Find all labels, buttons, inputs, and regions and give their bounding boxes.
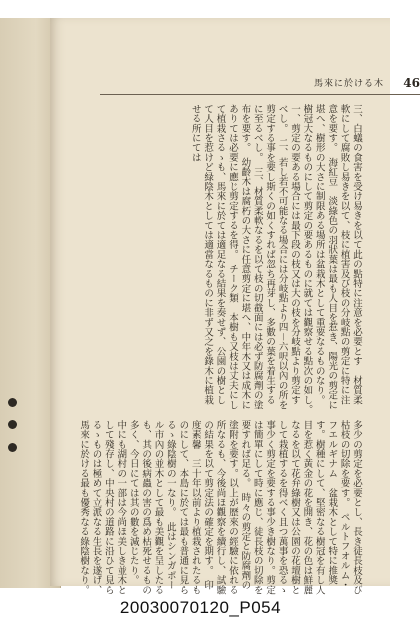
top-text-block: 三、白蟻の食害を受け易きを以て此の點特に注意を必要とす 材質柔軟にして腐敗し易きを以て、枝に植害及び枝の分岐點の剪定に特に注意を要す。 海紅豆 淡綠色の羽狀葉は最も人目を惹き、陽光の剪定に堪へ、樹形の大さに制限ある場所は盆栽木として重要なるものなり。樹冠大なるものにして剪定の要あるものに就ては觀察せる點次の如し。 一、剪定の要ある場合には最下段の枝又は大の枝を分岐點より剪定すべし。 二、若し若不可能なる場合には分岐點より四－六呎以內の所を剪定する事を要し斯くの如くすれば忽ち再芽し、多數の葉を着生するに至るべし。 三、材質柔軟なるを以て枝の切截面には必ず防腐劑の塗布を要す。 幼齡木は腐朽の大さに任意剪定に堪へ、中年木又は成木にありては必要に應じ剪定するを得。 チーク類 本樹も又枝は丈夫にして植栽さるゝも、馬來に於ては適足なる結果を奏せず、公園の樹として人目を惹けど緑陰木としては適當なるものに非ず又之を錄木に植栽せる所にては [189, 104, 362, 420]
page-number: 46 [403, 76, 420, 90]
binding-hole [8, 443, 17, 452]
running-title: 馬來に於ける木 [313, 79, 384, 89]
bottom-text-block: 多少の剪定を必要とし、長き徒長枝及び枯枝の切除を要す。 ペルトフオルム・フエルギナム 盆栽木として特に推獎す。樹種にして、堅密なる樹冠を有し人目を惹く黃金の花を開き、花の色は鮮麗なるを以て花弁綠樹又は公園の花壇樹として栽植するを得べく且つ萬事を恐るゝ事少く剪定を要する事少き樹なり。剪定は簡單にして時に應じ、徒長枝の切除を要すれば足る。 時々の剪定と防腐劑の塗附を要す。以上が歴來の經驗に依れる所なるも、今後尚ほ觀察を續行し、試驗の結果を以て剪定法の確定を期す。 印度素馨 三十年以前より植栽されたるものにして、本島に於ては最も普通に見らるゝ綠陰樹の一なり。 此はシンガポール市內の並木として最も美觀を呈したるも、其の後病蟲の害の爲め枯死せるもの多く、今日にては其の數を減じたり。 中にも湖村の一部は今尚ほ美しき並木として殘存し、中央村の道路に沿ひて見らるゝものは極めて立派なる生長を遂げ、馬來に於ける最も優秀なる綠陰樹なり。 [78, 420, 362, 595]
book-page [50, 18, 420, 595]
binding-hole [8, 398, 17, 407]
image-caption: 20030070120_P054 [119, 598, 282, 617]
binding-hole [8, 420, 17, 429]
page-header [100, 74, 420, 95]
